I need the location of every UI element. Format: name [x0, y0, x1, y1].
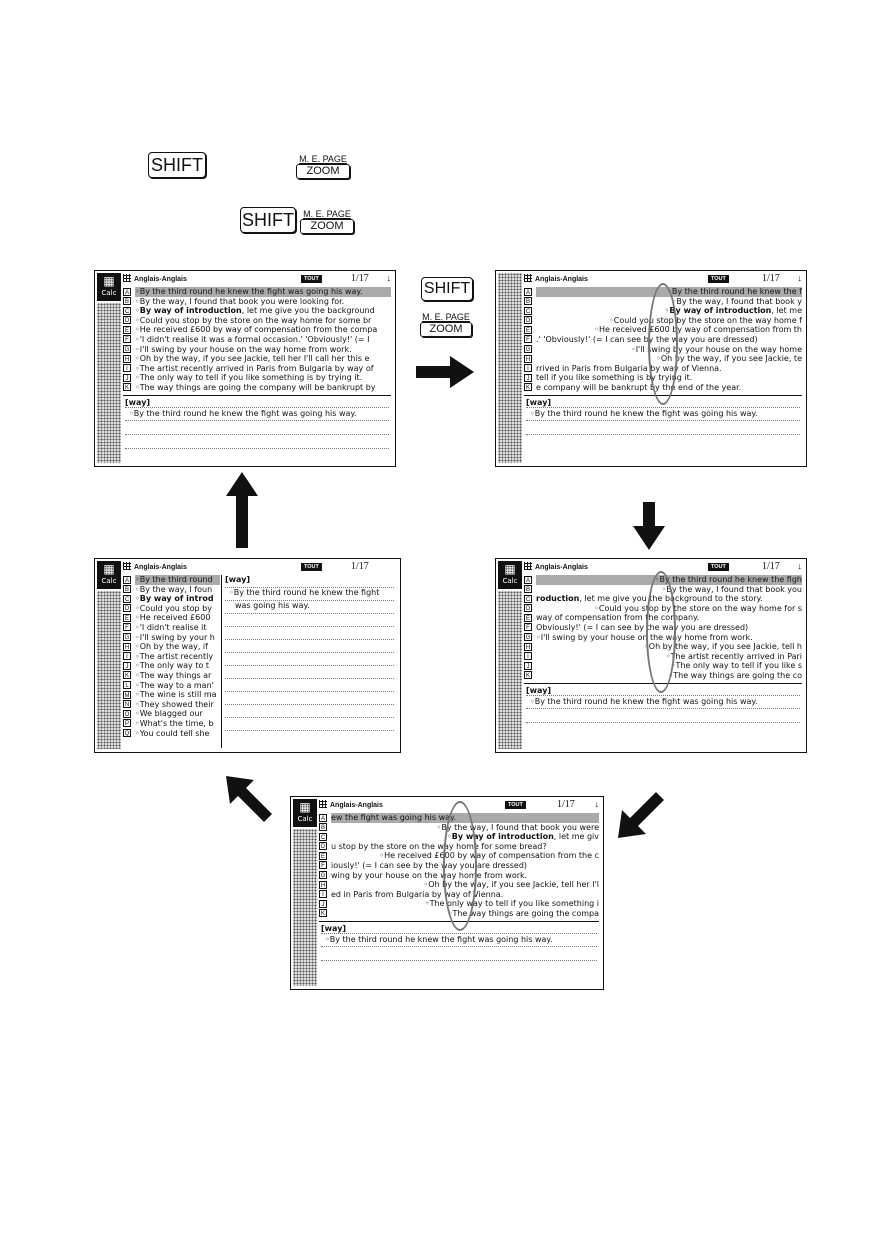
arrow-right-icon	[416, 356, 474, 388]
grid-icon	[524, 274, 532, 282]
tout-badge: TOUT	[301, 275, 322, 283]
list-item[interactable]	[123, 642, 220, 652]
screen-header: Anglais-Anglais TOUT 1/17 ↓	[524, 562, 802, 574]
calc-icon: ▦ Calc	[498, 561, 522, 589]
list-item-text: ◦The way things are going the compa	[447, 908, 599, 918]
list-letter: I	[123, 364, 131, 372]
entry-list	[123, 575, 220, 738]
list-item-text: ◦The artist recently arrived in Paris from Bulgaria by way of	[135, 363, 374, 373]
zoom-label: ZOOM	[296, 164, 350, 179]
list-item[interactable]	[123, 364, 391, 374]
way-heading: [way]	[526, 686, 552, 695]
list-item-text: ◦Could you stop by	[135, 603, 212, 613]
list-item-text: wing by your house on the way home from work.	[331, 870, 528, 880]
screen-scrolled-mid	[290, 796, 604, 990]
list-item[interactable]	[123, 354, 391, 364]
list-item-text: ◦By the way, I found that book y	[671, 296, 802, 306]
screen-header: Anglais-Anglais TOUT 1/17	[123, 562, 396, 574]
list-letter: I	[524, 652, 532, 660]
dotted-line	[526, 708, 800, 709]
list-item-text: ◦The only way to tell if you like s	[670, 661, 802, 671]
list-item[interactable]	[123, 594, 220, 604]
dotted-line	[225, 587, 394, 588]
list-letter: E	[525, 327, 530, 334]
list-item-text: ed in Paris from Bulgaria by way of Vienna.	[331, 889, 504, 899]
highlight-oval	[646, 571, 676, 693]
list-item[interactable]	[123, 709, 220, 719]
dotted-line	[125, 407, 389, 408]
screen-scrolled-right	[495, 270, 807, 467]
dotted-line	[225, 730, 394, 731]
list-item[interactable]	[123, 633, 220, 643]
tout-badge: TOUT	[505, 801, 526, 809]
dotted-panel	[97, 303, 121, 463]
dotted-line	[225, 678, 394, 679]
arrow-down-left-icon	[618, 792, 664, 838]
grid-icon	[123, 562, 131, 570]
dotted-line	[526, 420, 800, 421]
list-letter: F	[524, 335, 532, 343]
shift-key-3: SHIFT	[421, 277, 473, 301]
list-letter: B	[525, 587, 530, 594]
list-item[interactable]	[123, 325, 391, 335]
list-letter: D	[124, 606, 130, 613]
list-letter: C	[525, 596, 531, 603]
screen-header: Anglais-Anglais TOUT 1/17 ↓	[123, 274, 391, 286]
dotted-line	[225, 665, 394, 666]
list-letter: E	[525, 615, 530, 622]
zoom-label: ZOOM	[420, 322, 472, 337]
list-letter: E	[124, 615, 129, 622]
list-item[interactable]	[123, 306, 391, 316]
list-letter: G	[320, 873, 326, 880]
shift-key-2: SHIFT	[240, 207, 296, 233]
dotted-line	[125, 420, 389, 421]
dotted-line	[526, 434, 800, 435]
screen-full-view	[94, 270, 396, 467]
list-item-text: ◦The artist recently arrived in Pari	[665, 651, 802, 661]
list-item-text: ◦I'll swing by your house on the way home from work.	[135, 344, 352, 354]
list-item[interactable]	[123, 652, 220, 662]
list-letter: L	[123, 681, 131, 689]
list-item-text: ◦By the way, I foun	[135, 584, 213, 594]
list-letter: K	[525, 385, 530, 392]
list-letter: K	[525, 673, 530, 680]
list-letter: A	[320, 815, 325, 822]
list-letter: C	[124, 596, 130, 603]
list-letter: F	[123, 623, 131, 631]
list-letter: P	[124, 721, 129, 728]
shift-key: SHIFT	[148, 152, 206, 178]
list-letter: Q	[124, 731, 130, 737]
screen-header: Anglais-Anglais TOUT 1/17 ↓	[319, 800, 599, 812]
list-letter: G	[124, 635, 130, 642]
list-item-text: Obviously!' (= I can see by the way you are dressed)	[536, 622, 749, 632]
list-item-text: ◦We blagged our	[135, 709, 203, 719]
list-item[interactable]	[123, 287, 391, 297]
me-page-label: M. E. PAGE	[303, 209, 351, 219]
list-letter: D	[320, 844, 326, 851]
list-letter: J	[524, 662, 532, 670]
arrow-down-icon	[633, 502, 665, 550]
list-item-text: ◦Oh by the way, if you see Jackie, te	[656, 354, 802, 364]
list-item-text: ew the fight was going his way.	[331, 813, 599, 823]
list-letter: A	[525, 289, 530, 296]
list-letter: F	[524, 623, 532, 631]
highlight-oval	[443, 801, 477, 931]
list-letter: H	[525, 644, 531, 651]
list-letter: G	[124, 347, 130, 354]
calc-icon: ▦ Calc	[97, 561, 121, 589]
arrow-up-left-icon	[226, 776, 272, 822]
list-letter: M	[124, 692, 130, 699]
list-letter: H	[525, 356, 531, 363]
list-item[interactable]	[123, 613, 220, 623]
list-item[interactable]	[123, 671, 220, 681]
list-item[interactable]	[123, 719, 220, 729]
list-letter: G	[525, 635, 531, 642]
list-item-text: e company will be bankrupt by the end of the year.	[536, 382, 742, 392]
list-letter: K	[320, 911, 325, 918]
list-item-text: ◦By way of introduction, let me give you the background	[135, 306, 375, 316]
list-item[interactable]	[123, 345, 391, 355]
sidebar	[97, 561, 121, 750]
list-item-text: ◦Oh by the way, if you see Jackie, tell h	[644, 642, 802, 652]
list-item[interactable]	[123, 623, 220, 633]
dotted-line	[225, 626, 394, 627]
sidebar	[97, 273, 121, 464]
grid-icon	[319, 800, 327, 808]
list-letter: B	[525, 299, 530, 306]
list-letter: D	[525, 606, 531, 613]
list-item-text: ◦'I didn't realise it	[135, 622, 207, 632]
screen-header: Anglais-Anglais TOUT 1/17 ↓	[524, 274, 802, 286]
list-item-text: ◦The way things ar	[135, 670, 212, 680]
entry-list	[123, 287, 391, 393]
dotted-line	[225, 613, 394, 614]
zoom-key	[296, 154, 350, 179]
page-indicator: 1/17	[557, 799, 575, 810]
list-item-text: ◦The way things are going the company will be bankrupt by	[135, 382, 376, 392]
list-item[interactable]	[123, 729, 220, 739]
split-divider	[221, 575, 222, 748]
list-letter: H	[124, 644, 130, 651]
dotted-line	[225, 717, 394, 718]
example-line-2: was going his way.	[235, 601, 310, 610]
list-item-text: ◦Oh by the way, if	[135, 642, 208, 652]
dotted-panel	[293, 829, 317, 986]
way-heading: [way]	[526, 398, 552, 407]
list-item-text: ◦By the third round he knew the fight was going his way.	[135, 287, 391, 297]
dotted-line	[225, 600, 394, 601]
zoom-key-2	[300, 209, 354, 234]
list-item-text: iously!' (= I can see by the way you are dressed)	[331, 860, 528, 870]
list-letter: D	[124, 318, 130, 325]
list-letter: J	[524, 374, 532, 382]
list-item-text: ◦The wine is still ma	[135, 690, 217, 700]
list-letter: A	[124, 289, 129, 296]
highlight-oval	[648, 283, 678, 405]
list-item-text: ◦By the third round	[135, 575, 220, 585]
page-indicator: 1/17	[762, 273, 780, 284]
page-indicator: 1/17	[351, 273, 369, 284]
grid-icon	[524, 562, 532, 570]
list-item-text: tell if you like something is by trying it.	[536, 373, 693, 383]
dotted-line	[225, 639, 394, 640]
list-item-text: ◦'I didn't realise it was a formal occasion.' 'Obviously!' (= I	[135, 334, 370, 344]
calc-icon: ▦ Calc	[97, 273, 121, 301]
example-sentence: ◦By the third round he knew the fight was going his way.	[530, 697, 758, 706]
list-letter: C	[124, 308, 130, 315]
list-letter: G	[525, 347, 531, 354]
list-item-text: ◦By the way, I found that book you	[661, 584, 802, 594]
tout-badge: TOUT	[708, 563, 729, 571]
dotted-line	[225, 704, 394, 705]
list-item-text: ◦By the way, I found that book you were	[436, 822, 599, 832]
list-item-text: way of compensation from the company.	[536, 613, 700, 623]
arrow-up-icon	[226, 472, 258, 548]
dotted-line	[526, 695, 800, 696]
down-arrow-icon: ↓	[386, 273, 391, 283]
tout-badge: TOUT	[301, 563, 322, 571]
list-item[interactable]	[123, 604, 220, 614]
list-item-text: ◦I'll swing by your house on the way home from work.	[536, 632, 753, 642]
list-item[interactable]	[123, 681, 220, 691]
list-item-text: u stop by the store on the way home for some bread?	[331, 841, 547, 851]
list-item-text: ◦The way things are going the co	[668, 670, 802, 680]
list-item-text: roduction, let me give you the background to the story.	[536, 594, 763, 604]
way-heading: [way]	[321, 924, 347, 933]
down-arrow-icon: ↓	[594, 799, 599, 809]
dotted-panel	[498, 591, 522, 749]
dotted-line	[526, 407, 800, 408]
list-letter: K	[124, 673, 129, 680]
list-item-text: ◦The only way to t	[135, 661, 210, 671]
list-letter: D	[525, 318, 531, 325]
list-letter: N	[124, 702, 130, 709]
list-item-text: ◦Could you stop by the store on the way home for some br	[135, 315, 372, 325]
screen-scrolled-right-2	[495, 558, 807, 753]
example-sentence: ◦By the third round he knew the fight was going his way.	[530, 409, 758, 418]
sidebar	[498, 273, 522, 464]
list-item[interactable]	[123, 575, 220, 585]
list-item[interactable]	[123, 585, 220, 595]
grid-icon	[123, 274, 131, 282]
sidebar	[498, 561, 522, 750]
list-item[interactable]	[123, 297, 391, 307]
list-item[interactable]	[123, 383, 391, 393]
separator	[123, 395, 391, 396]
list-letter: J	[319, 900, 327, 908]
me-page-label: M. E. PAGE	[299, 154, 347, 164]
list-item[interactable]	[123, 700, 220, 710]
list-item-text: ◦Oh by the way, if you see Jackie, tell her I'l	[423, 880, 599, 890]
list-letter: F	[123, 335, 131, 343]
dotted-line	[526, 722, 800, 723]
list-item-text: ◦By way of introduction, let me	[664, 306, 802, 316]
tout-badge: TOUT	[708, 275, 729, 283]
example-line-1: ◦By the third round he knew the fight	[229, 588, 380, 597]
list-letter: F	[319, 861, 327, 869]
page-indicator: 1/17	[762, 561, 780, 572]
me-page-label: M. E. PAGE	[422, 312, 470, 322]
list-letter: I	[524, 364, 532, 372]
list-letter: B	[124, 587, 129, 594]
list-item-text: ◦By way of introd	[135, 594, 214, 604]
way-heading: [way]	[125, 398, 151, 407]
list-item[interactable]	[123, 373, 391, 383]
list-letter: H	[124, 356, 130, 363]
list-letter: A	[124, 577, 129, 584]
list-letter: I	[123, 652, 131, 660]
dotted-panel	[498, 273, 522, 463]
example-sentence: ◦By the third round he knew the fight was going his way.	[129, 409, 357, 418]
list-item-text: ◦The artist recently	[135, 651, 214, 661]
list-item-text: ◦He received £600 by way of compensation from th	[594, 325, 802, 335]
list-item-text: ◦By the third round he knew the f	[536, 287, 802, 297]
sidebar	[293, 799, 317, 987]
list-item-text: ◦The only way to tell if you like something is by trying it.	[135, 373, 363, 383]
list-item-text: ◦By way of introduction, let me giv	[447, 832, 599, 842]
list-item-text: ◦They showed their	[135, 699, 214, 709]
list-item-text: ◦Could you stop by the store on the way home f	[609, 315, 802, 325]
list-letter: B	[124, 299, 129, 306]
list-item-text: ◦I'll swing by your h	[135, 632, 215, 642]
zoom-key-3	[420, 312, 472, 337]
list-item-text: ◦What's the time, b	[135, 718, 214, 728]
list-letter: C	[525, 308, 531, 315]
list-item-text: ◦By the way, I found that book you were looking for.	[135, 296, 345, 306]
list-item-text: ◦You could tell she	[135, 728, 210, 738]
list-letter: H	[320, 882, 326, 889]
list-item-text: rrived in Paris from Bulgaria by way of Vienna.	[536, 363, 722, 373]
list-item-text: ◦By the third round he knew the figh	[536, 575, 802, 585]
list-item-text: ◦Oh by the way, if you see Jackie, tell her I'll call her this e	[135, 354, 370, 364]
list-item-text: ◦The way to a man'	[135, 680, 214, 690]
dotted-line	[225, 652, 394, 653]
list-item[interactable]	[123, 690, 220, 700]
screen-split-view	[94, 558, 401, 753]
list-letter: I	[319, 890, 327, 898]
dotted-panel	[97, 591, 121, 749]
list-item[interactable]	[123, 335, 391, 345]
list-item-text: ◦He received £600 by way of compensation from the c	[379, 851, 599, 861]
dotted-line	[125, 434, 389, 435]
dotted-line	[225, 691, 394, 692]
example-sentence: ◦By the third round he knew the fight was going his way.	[325, 935, 553, 944]
list-letter: K	[124, 385, 129, 392]
list-item[interactable]	[123, 316, 391, 326]
dotted-line	[321, 933, 597, 934]
dotted-line	[321, 946, 597, 947]
list-item-text: .' 'Obviously!' (= I can see by the way you are dressed)	[536, 334, 758, 344]
list-item-text: ◦He received £600 by way of compensation from the compa	[135, 325, 378, 335]
list-letter: J	[123, 662, 131, 670]
list-letter: C	[320, 834, 326, 841]
list-letter: J	[123, 374, 131, 382]
list-item-text: ◦He received £600	[135, 613, 211, 623]
dotted-line	[321, 960, 597, 961]
way-heading: [way]	[225, 575, 251, 584]
down-arrow-icon: ↓	[797, 561, 802, 571]
list-letter: E	[124, 327, 129, 334]
zoom-label: ZOOM	[300, 219, 354, 234]
dotted-line	[125, 448, 389, 449]
list-letter: E	[320, 853, 325, 860]
list-item-text: ◦Could you stop by the store on the way home for s	[594, 603, 802, 613]
list-item[interactable]	[123, 661, 220, 671]
list-letter: B	[320, 825, 325, 832]
list-item-text: ◦The only way to tell if you like something i	[424, 899, 599, 909]
list-item-text: ◦I'll swing by your house on the way home	[630, 344, 802, 354]
down-arrow-icon: ↓	[797, 273, 802, 283]
list-letter: O	[124, 711, 130, 718]
list-letter: A	[525, 577, 530, 584]
page-indicator: 1/17	[351, 561, 369, 572]
calc-icon: ▦ Calc	[293, 799, 317, 827]
